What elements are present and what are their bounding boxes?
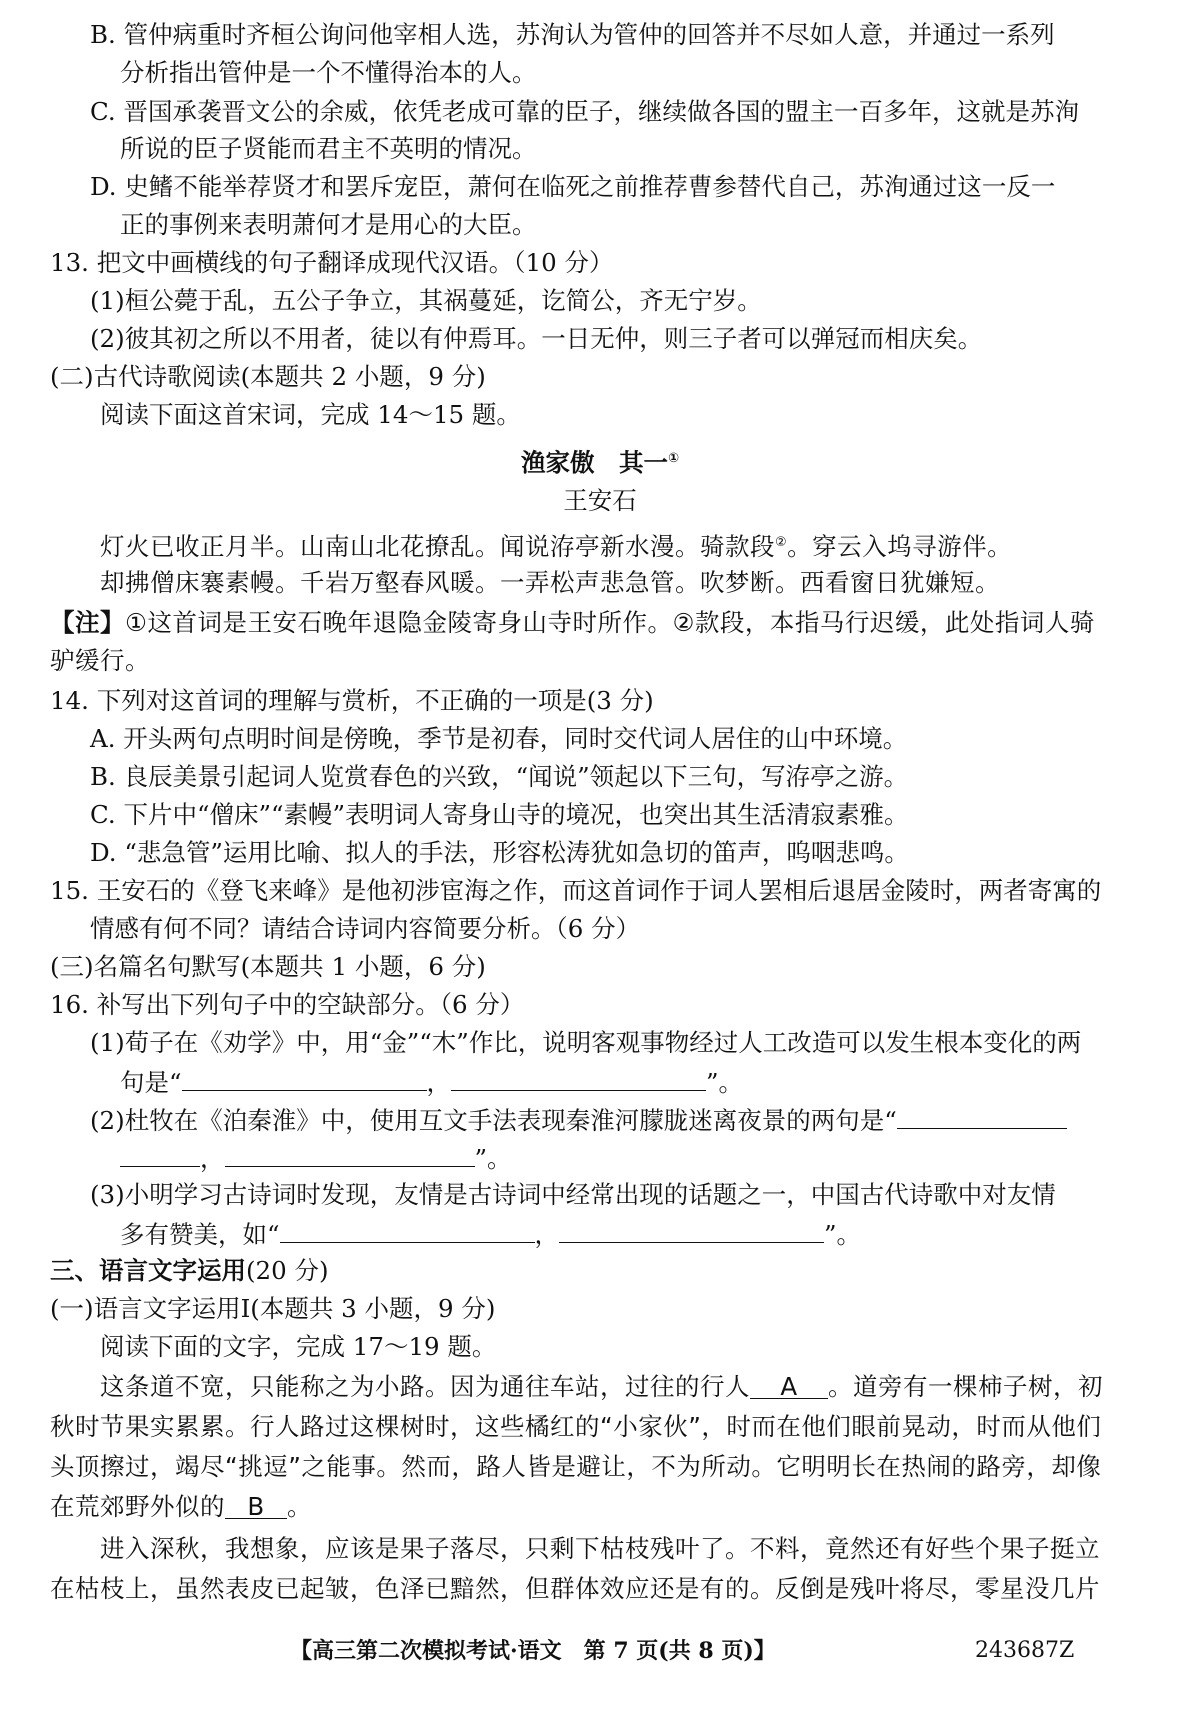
q12-option-c-cont: 所说的臣子贤能而君主不英明的情况。: [120, 134, 537, 163]
page-footer-code: 243687Z: [975, 1638, 1075, 1663]
poem-line-1-text: 灯火已收正月半。山南山北花撩乱。闻说洊亭新水漫。骑款段: [100, 532, 775, 562]
q16-part-1-answer-line: [120, 1064, 743, 1100]
q13-stem: 13. 把文中画横线的句子翻译成现代汉语。（10 分）: [50, 248, 614, 277]
poem-line-1-text-cont: 。穿云入坞寻游伴。: [787, 532, 1013, 562]
q16-part-2: [90, 1102, 1067, 1138]
passage-p1-line-4: [50, 1490, 312, 1524]
passage-p1-text-3: 在荒郊野外似的: [50, 1492, 225, 1521]
section-3-score: (20 分): [246, 1256, 329, 1285]
passage-p1-line-1: [100, 1370, 1103, 1404]
q14-stem: 14. 下列对这首词的理解与赏析，不正确的一项是(3 分): [50, 686, 654, 715]
q14-option-c: C. 下片中“僧床”“素幔”表明词人寄身山寺的境况，也突出其生活清寂素雅。: [90, 800, 909, 829]
q16-stem: 16. 补写出下列句子中的空缺部分。（6 分）: [50, 990, 525, 1019]
page-footer-exam-info: 【高三第二次模拟考试·语文 第 7 页(共 8 页)】: [290, 1638, 776, 1664]
poem-section-heading: (二)古代诗歌阅读(本题共 2 小题，9 分): [50, 362, 486, 391]
recite-section-heading: (三)名篇名句默写(本题共 1 小题，6 分): [50, 952, 486, 981]
q16-p2-sep: ，: [200, 1144, 225, 1173]
section-3-intro: 阅读下面的文字，完成 17～19 题。: [100, 1332, 497, 1361]
poem-title: [0, 442, 1200, 480]
poem-notes-cont: 驴缓行。: [50, 646, 150, 675]
passage-blank-b[interactable]: B: [225, 1492, 287, 1519]
q15-stem-cont: 情感有何不同？请结合诗词内容简要分析。（6 分）: [90, 914, 641, 943]
q16-part-1: (1)荀子在《劝学》中，用“金”“木”作比，说明客观事物经过人工改造可以发生根本变化的两: [90, 1028, 1082, 1057]
q13-sentence-2: (2)彼其初之所以不用者，徒以有仲焉耳。一日无仲，则三子者可以弹冠而相庆矣。: [90, 324, 983, 353]
q16-p3-end: ”。: [824, 1220, 862, 1249]
notes-text: ①这首词是王安石晚年退隐金陵寄身山寺时所作。②款段，本指马行迟缓，此处指词人骑: [125, 608, 1095, 637]
passage-p1-line-2: 秋时节果实累累。行人路过这棵树时，这些橘红的“小家伙”，时而在他们眼前晃动，时而从他们: [50, 1412, 1102, 1441]
q16-p1-end: ”。: [706, 1068, 744, 1097]
q16-part-2-answer-line: [120, 1140, 512, 1176]
passage-p2-line-2: 在枯枝上，虽然表皮已起皱，色泽已黯然，但群体效应还是有的。反倒是残叶将尽，零星没几片: [50, 1574, 1100, 1603]
q16-p2-blank-1b[interactable]: [120, 1140, 200, 1167]
passage-p1-text-4: 。: [287, 1492, 312, 1521]
poem-author: 王安石: [563, 486, 637, 515]
q12-option-c: C. 晋国承袭晋文公的余威，依凭老成可靠的臣子，继续做各国的盟主一百多年，这就是苏洵: [90, 97, 1079, 126]
q15-stem: 15. 王安石的《登飞来峰》是他初涉宦海之作，而这首词作于词人罢相后退居金陵时，两者寄寓的: [50, 876, 1102, 905]
q16-part-3-answer-line: [120, 1216, 861, 1252]
q16-p2-end: ”。: [474, 1144, 512, 1173]
q16-p3-blank-1[interactable]: [280, 1216, 535, 1243]
passage-p1-text-1: 这条道不宽，只能称之为小路。因为通往车站，过往的行人: [100, 1372, 750, 1401]
q14-option-d: D. “悲急管”运用比喻、拟人的手法，形容松涛犹如急切的笛声，呜咽悲鸣。: [90, 838, 909, 867]
q16-p3-sep: ，: [534, 1220, 560, 1249]
poem-notes: [50, 606, 1095, 640]
section-3-sub-heading: (一)语言文字运用Ⅰ(本题共 3 小题，9 分): [50, 1294, 496, 1323]
q12-option-d-cont: 正的事例来表明萧何才是用心的大臣。: [120, 210, 537, 239]
q16-p3-lead: 多有赞美，如“: [120, 1220, 280, 1249]
section-3-title: 三、语言文字运用: [50, 1256, 246, 1285]
q12-option-d: D. 史鳍不能举荐贤才和罢斥宠臣，萧何在临死之前推荐曹参替代自己，苏洵通过这一反一: [90, 172, 1056, 201]
passage-p2-line-1: 进入深秋，我想象，应该是果子落尽，只剩下枯枝残叶了。不料，竟然还有好些个果子挺立: [100, 1534, 1100, 1563]
q16-p2-blank-1a[interactable]: [897, 1102, 1067, 1129]
q16-p1-blank-2[interactable]: [451, 1064, 706, 1091]
poem-line-1: [100, 526, 1012, 564]
poem-title-text: 渔家傲 其一: [520, 448, 668, 478]
q16-p1-sep: ，: [426, 1068, 452, 1097]
notes-label: 【注】: [50, 608, 125, 637]
q14-option-b: B. 良辰美景引起词人览赏春色的兴致，“闻说”领起以下三句，写洊亭之游。: [90, 762, 909, 791]
q16-part-3: (3)小明学习古诗词时发现，友情是古诗词中经常出现的话题之一，中国古代诗歌中对友情: [90, 1180, 1056, 1209]
q12-option-b-cont: 分析指出管仲是一个不懂得治本的人。: [120, 58, 537, 87]
poem-line-2: 却拂僧床褰素幔。千岩万壑春风暖。一弄松声悲急管。吹梦断。西看窗日犹嫌短。: [100, 568, 1000, 597]
q16-p2-text: (2)杜牧在《泊秦淮》中，使用互文手法表现秦淮河朦胧迷离夜景的两句是“: [90, 1106, 897, 1135]
passage-blank-a[interactable]: A: [750, 1372, 828, 1399]
q16-p2-blank-2[interactable]: [225, 1140, 475, 1167]
q13-sentence-1: (1)桓公薨于乱，五公子争立，其祸蔓延，讫简公，齐无宁岁。: [90, 286, 762, 315]
passage-p1-text-2: 。道旁有一棵柿子树，初: [828, 1372, 1103, 1401]
poem-title-footnote-mark: ①: [667, 451, 679, 466]
q16-p1-lead: 句是“: [120, 1068, 182, 1097]
q14-option-a: A. 开头两句点明时间是傍晚，季节是初春，同时交代词人居住的山中环境。: [90, 724, 908, 753]
q12-option-b: B. 管仲病重时齐桓公询问他宰相人选，苏洵认为管仲的回答并不尽如人意，并通过一系列: [90, 20, 1055, 49]
q16-p3-blank-2[interactable]: [559, 1216, 824, 1243]
passage-p1-line-3: 头顶擦过，竭尽“挑逗”之能事。然而，路人皆是避让，不为所动。它明明长在热闹的路旁，却像: [50, 1452, 1102, 1481]
poem-line-1-footnote-mark: ②: [775, 535, 788, 550]
section-3-heading: [50, 1254, 329, 1288]
poem-intro: 阅读下面这首宋词，完成 14～15 题。: [100, 400, 521, 429]
q16-p1-blank-1[interactable]: [182, 1064, 427, 1091]
